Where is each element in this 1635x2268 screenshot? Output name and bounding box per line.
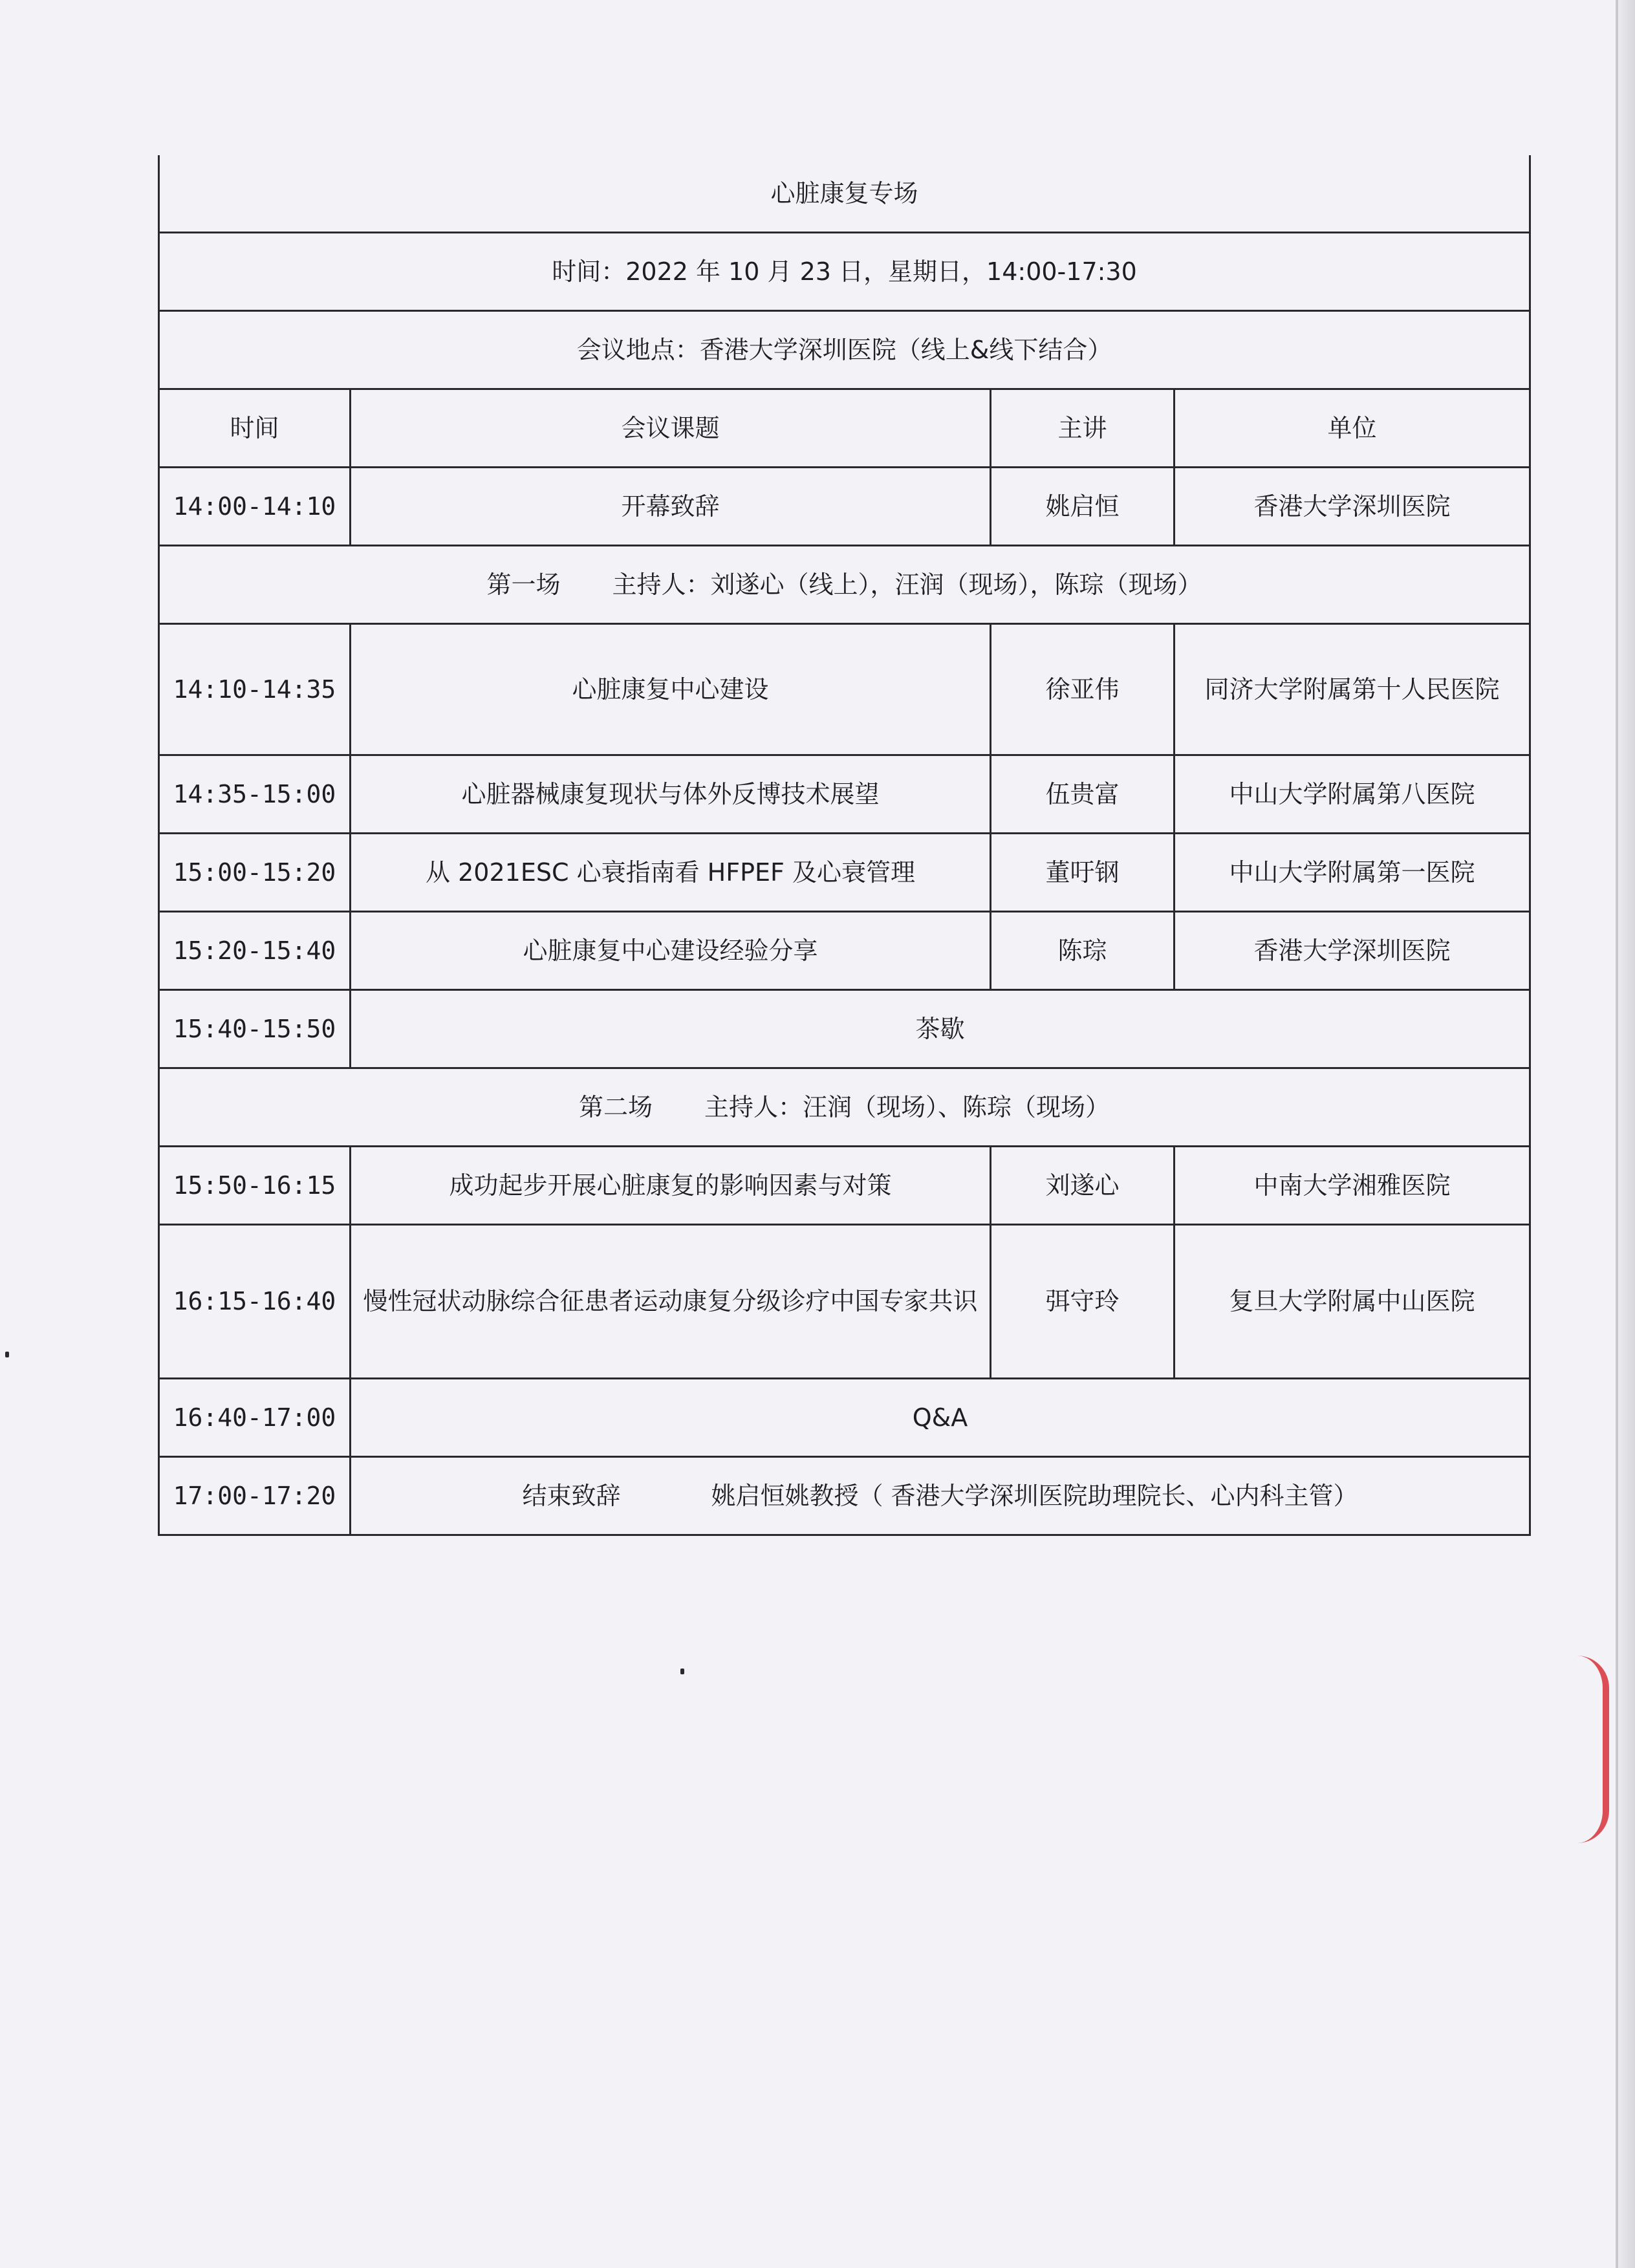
row-topic: 心脏康复中心建设 (351, 624, 991, 755)
opening-row (159, 468, 1530, 546)
header-topic: 会议课题 (351, 389, 991, 468)
time-info-row (159, 233, 1530, 311)
agenda-table (158, 155, 1531, 1536)
header-time: 时间 (159, 389, 351, 468)
row-speaker: 姚启恒 (991, 468, 1175, 546)
table-row (159, 1225, 1530, 1379)
paper-edge (1618, 0, 1635, 2268)
row-time: 14:35-15:00 (159, 755, 351, 834)
scan-speck (5, 1352, 9, 1357)
row-speaker: 徐亚伟 (991, 624, 1175, 755)
row-unit: 中南大学湘雅医院 (1175, 1147, 1530, 1225)
row-topic: 从 2021ESC 心衰指南看 HFPEF 及心衰管理 (351, 834, 991, 912)
session2-chairs: 主持人：汪润（现场）、陈琮（现场） (704, 1092, 1110, 1121)
row-time: 14:00-14:10 (159, 468, 351, 546)
row-speaker: 刘遂心 (991, 1147, 1175, 1225)
row-speaker: 伍贵富 (991, 755, 1175, 834)
session1-header-row (159, 546, 1530, 624)
header-row (159, 389, 1530, 468)
session2-heading (159, 1068, 1530, 1147)
qa-label: Q&A (351, 1379, 1530, 1457)
row-speaker: 董吁钢 (991, 834, 1175, 912)
session2-header-row (159, 1068, 1530, 1147)
row-time: 16:40-17:00 (159, 1379, 351, 1457)
row-speaker: 弭守玲 (991, 1225, 1175, 1379)
qa-row (159, 1379, 1530, 1457)
row-unit: 同济大学附属第十人民医院 (1175, 624, 1530, 755)
table-row (159, 912, 1530, 990)
table-row (159, 624, 1530, 755)
row-topic: 慢性冠状动脉综合征患者运动康复分级诊疗中国专家共识 (351, 1225, 991, 1379)
row-time: 15:00-15:20 (159, 834, 351, 912)
event-venue: 会议地点：香港大学深圳医院（线上&线下结合） (159, 311, 1530, 389)
header-unit: 单位 (1175, 389, 1530, 468)
closing-cell (351, 1457, 1530, 1535)
table-row (159, 1147, 1530, 1225)
session1-chairs: 主持人：刘遂心（线上），汪润（现场），陈琮（现场） (612, 570, 1202, 599)
table-row (159, 755, 1530, 834)
closing-topic: 结束致辞 (522, 1481, 621, 1510)
row-unit: 中山大学附属第八医院 (1175, 755, 1530, 834)
session1-label: 第一场 (486, 570, 561, 599)
row-unit: 香港大学深圳医院 (1175, 468, 1530, 546)
row-topic: 开幕致辞 (351, 468, 991, 546)
seal-stamp-fragment (1577, 1656, 1609, 1843)
header-speaker: 主讲 (991, 389, 1175, 468)
row-time: 17:00-17:20 (159, 1457, 351, 1535)
row-time: 15:50-16:15 (159, 1147, 351, 1225)
row-topic: 心脏康复中心建设经验分享 (351, 912, 991, 990)
row-time: 15:20-15:40 (159, 912, 351, 990)
title-row (159, 155, 1530, 233)
event-time: 时间：2022 年 10 月 23 日，星期日，14:00-17:30 (159, 233, 1530, 311)
session2-label: 第二场 (578, 1092, 653, 1121)
scan-speck (680, 1669, 684, 1674)
row-topic: 成功起步开展心脏康复的影响因素与对策 (351, 1147, 991, 1225)
row-unit: 中山大学附属第一医院 (1175, 834, 1530, 912)
row-time: 15:40-15:50 (159, 990, 351, 1068)
closing-row (159, 1457, 1530, 1535)
page-title: 心脏康复专场 (159, 155, 1530, 233)
row-topic: 心脏器械康复现状与体外反博技术展望 (351, 755, 991, 834)
table-row (159, 834, 1530, 912)
break-row (159, 990, 1530, 1068)
session1-heading (159, 546, 1530, 624)
row-time: 14:10-14:35 (159, 624, 351, 755)
venue-row (159, 311, 1530, 389)
closing-detail: 姚启恒姚教授（ 香港大学深圳医院助理院长、心内科主管） (711, 1481, 1358, 1510)
row-speaker: 陈琮 (991, 912, 1175, 990)
row-unit: 香港大学深圳医院 (1175, 912, 1530, 990)
break-label: 茶歇 (351, 990, 1530, 1068)
row-unit: 复旦大学附属中山医院 (1175, 1225, 1530, 1379)
row-time: 16:15-16:40 (159, 1225, 351, 1379)
